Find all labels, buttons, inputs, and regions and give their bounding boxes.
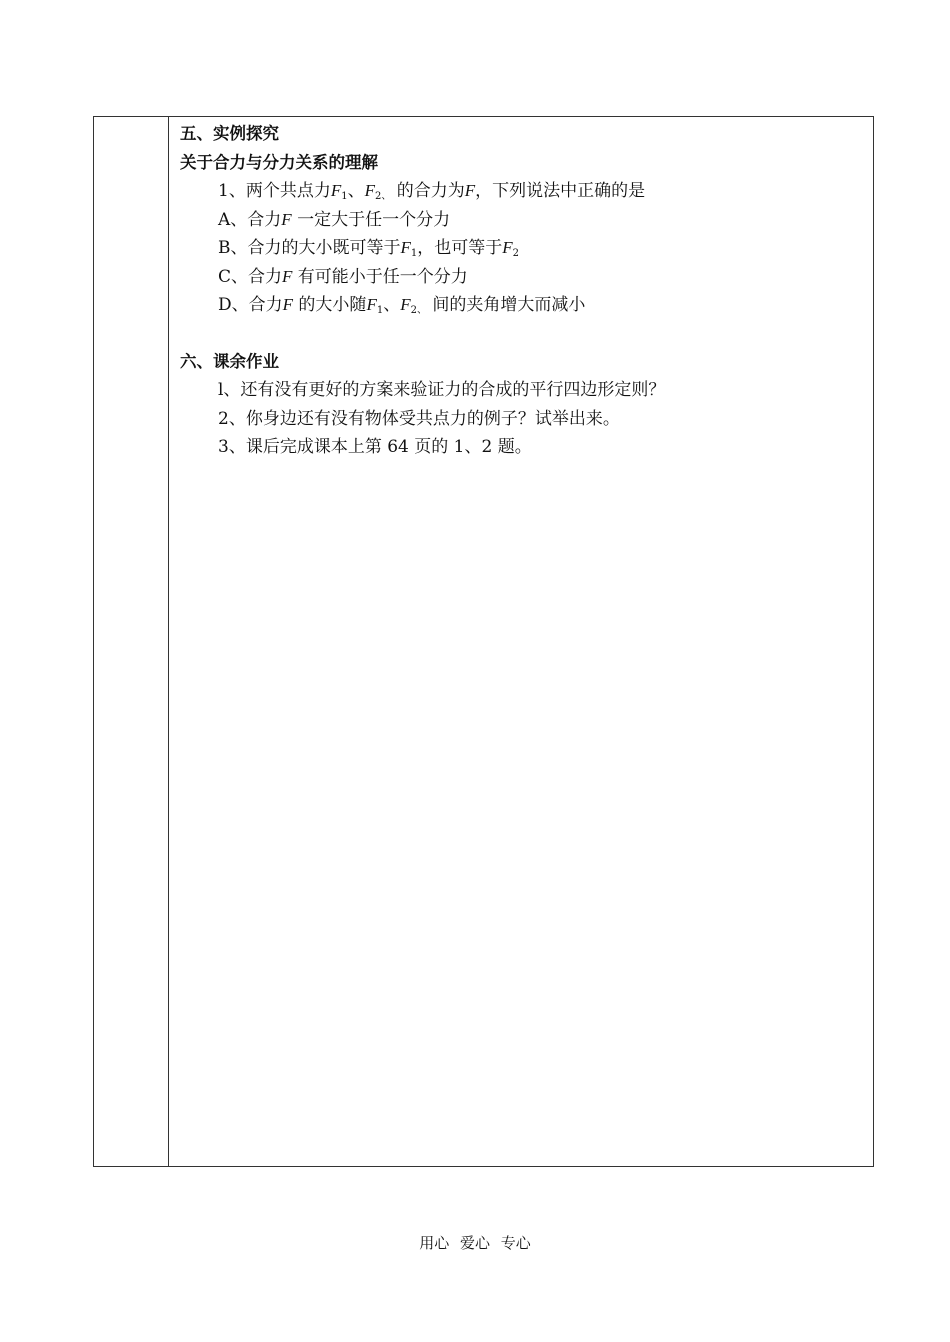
option-d-rest: 间的夹角增大而减小 — [426, 295, 586, 315]
force-symbol: F — [400, 238, 411, 257]
separator: 、 — [347, 181, 365, 201]
option-b-prefix: B、合力的大小既可等于 — [218, 238, 401, 258]
force-symbol: F — [366, 295, 377, 314]
subscript: 2 — [512, 248, 520, 259]
subscript: 2、 — [374, 191, 392, 202]
section-5-subheading: 关于合力与分力关系的理解 — [180, 152, 378, 172]
option-c — [180, 263, 865, 292]
option-d — [180, 291, 865, 320]
question-mid: 的合力为 — [391, 181, 465, 201]
section-5-heading: 五、实例探究 — [180, 124, 279, 143]
homework-item-1: l、还有没有更好的方案来验证力的合成的平行四边形定则？ — [218, 380, 666, 400]
subscript: 1 — [376, 305, 384, 316]
option-b-mid: ，也可等于 — [417, 238, 503, 258]
question-end: ，下列说法中正确的是 — [475, 181, 646, 201]
subscript: 1 — [410, 248, 418, 259]
force-symbol: F — [364, 181, 375, 200]
force-symbol: F — [281, 209, 292, 229]
option-d-prefix: D、合力 — [218, 295, 283, 315]
force-symbol: F — [282, 295, 294, 314]
force-symbol: F — [330, 181, 342, 200]
subscript: 1 — [341, 191, 348, 202]
homework-item-3: 3、课后完成课本上第 64 页的 1、2 题。 — [218, 437, 532, 457]
force-symbol: F — [502, 238, 513, 257]
option-c-prefix: C、合力 — [218, 266, 283, 287]
force-symbol: F — [464, 181, 476, 200]
option-a-prefix: A、合力 — [218, 209, 282, 230]
left-column — [94, 117, 169, 1166]
separator: 、 — [383, 295, 401, 315]
force-symbol: F — [400, 295, 411, 314]
subscript: 2、 — [410, 305, 427, 316]
option-b — [180, 234, 865, 263]
page-footer: 用心 爱心 专心 — [419, 1234, 531, 1252]
question-prefix: 1、两个共点力 — [218, 181, 331, 201]
option-a-rest: 一定大于任一个分力 — [291, 209, 451, 230]
spacer — [180, 320, 865, 348]
question-1 — [180, 177, 865, 206]
homework-item-2: 2、你身边还有没有物体受共点力的例子？试举出来。 — [218, 408, 620, 429]
option-c-rest: 有可能小于任一个分力 — [292, 266, 468, 287]
lesson-table — [93, 116, 874, 1167]
content-cell — [180, 120, 865, 462]
section-6-heading: 六、课余作业 — [180, 351, 279, 371]
option-a — [180, 206, 865, 235]
option-d-mid: 的大小随 — [293, 295, 367, 315]
force-symbol: F — [282, 266, 293, 286]
